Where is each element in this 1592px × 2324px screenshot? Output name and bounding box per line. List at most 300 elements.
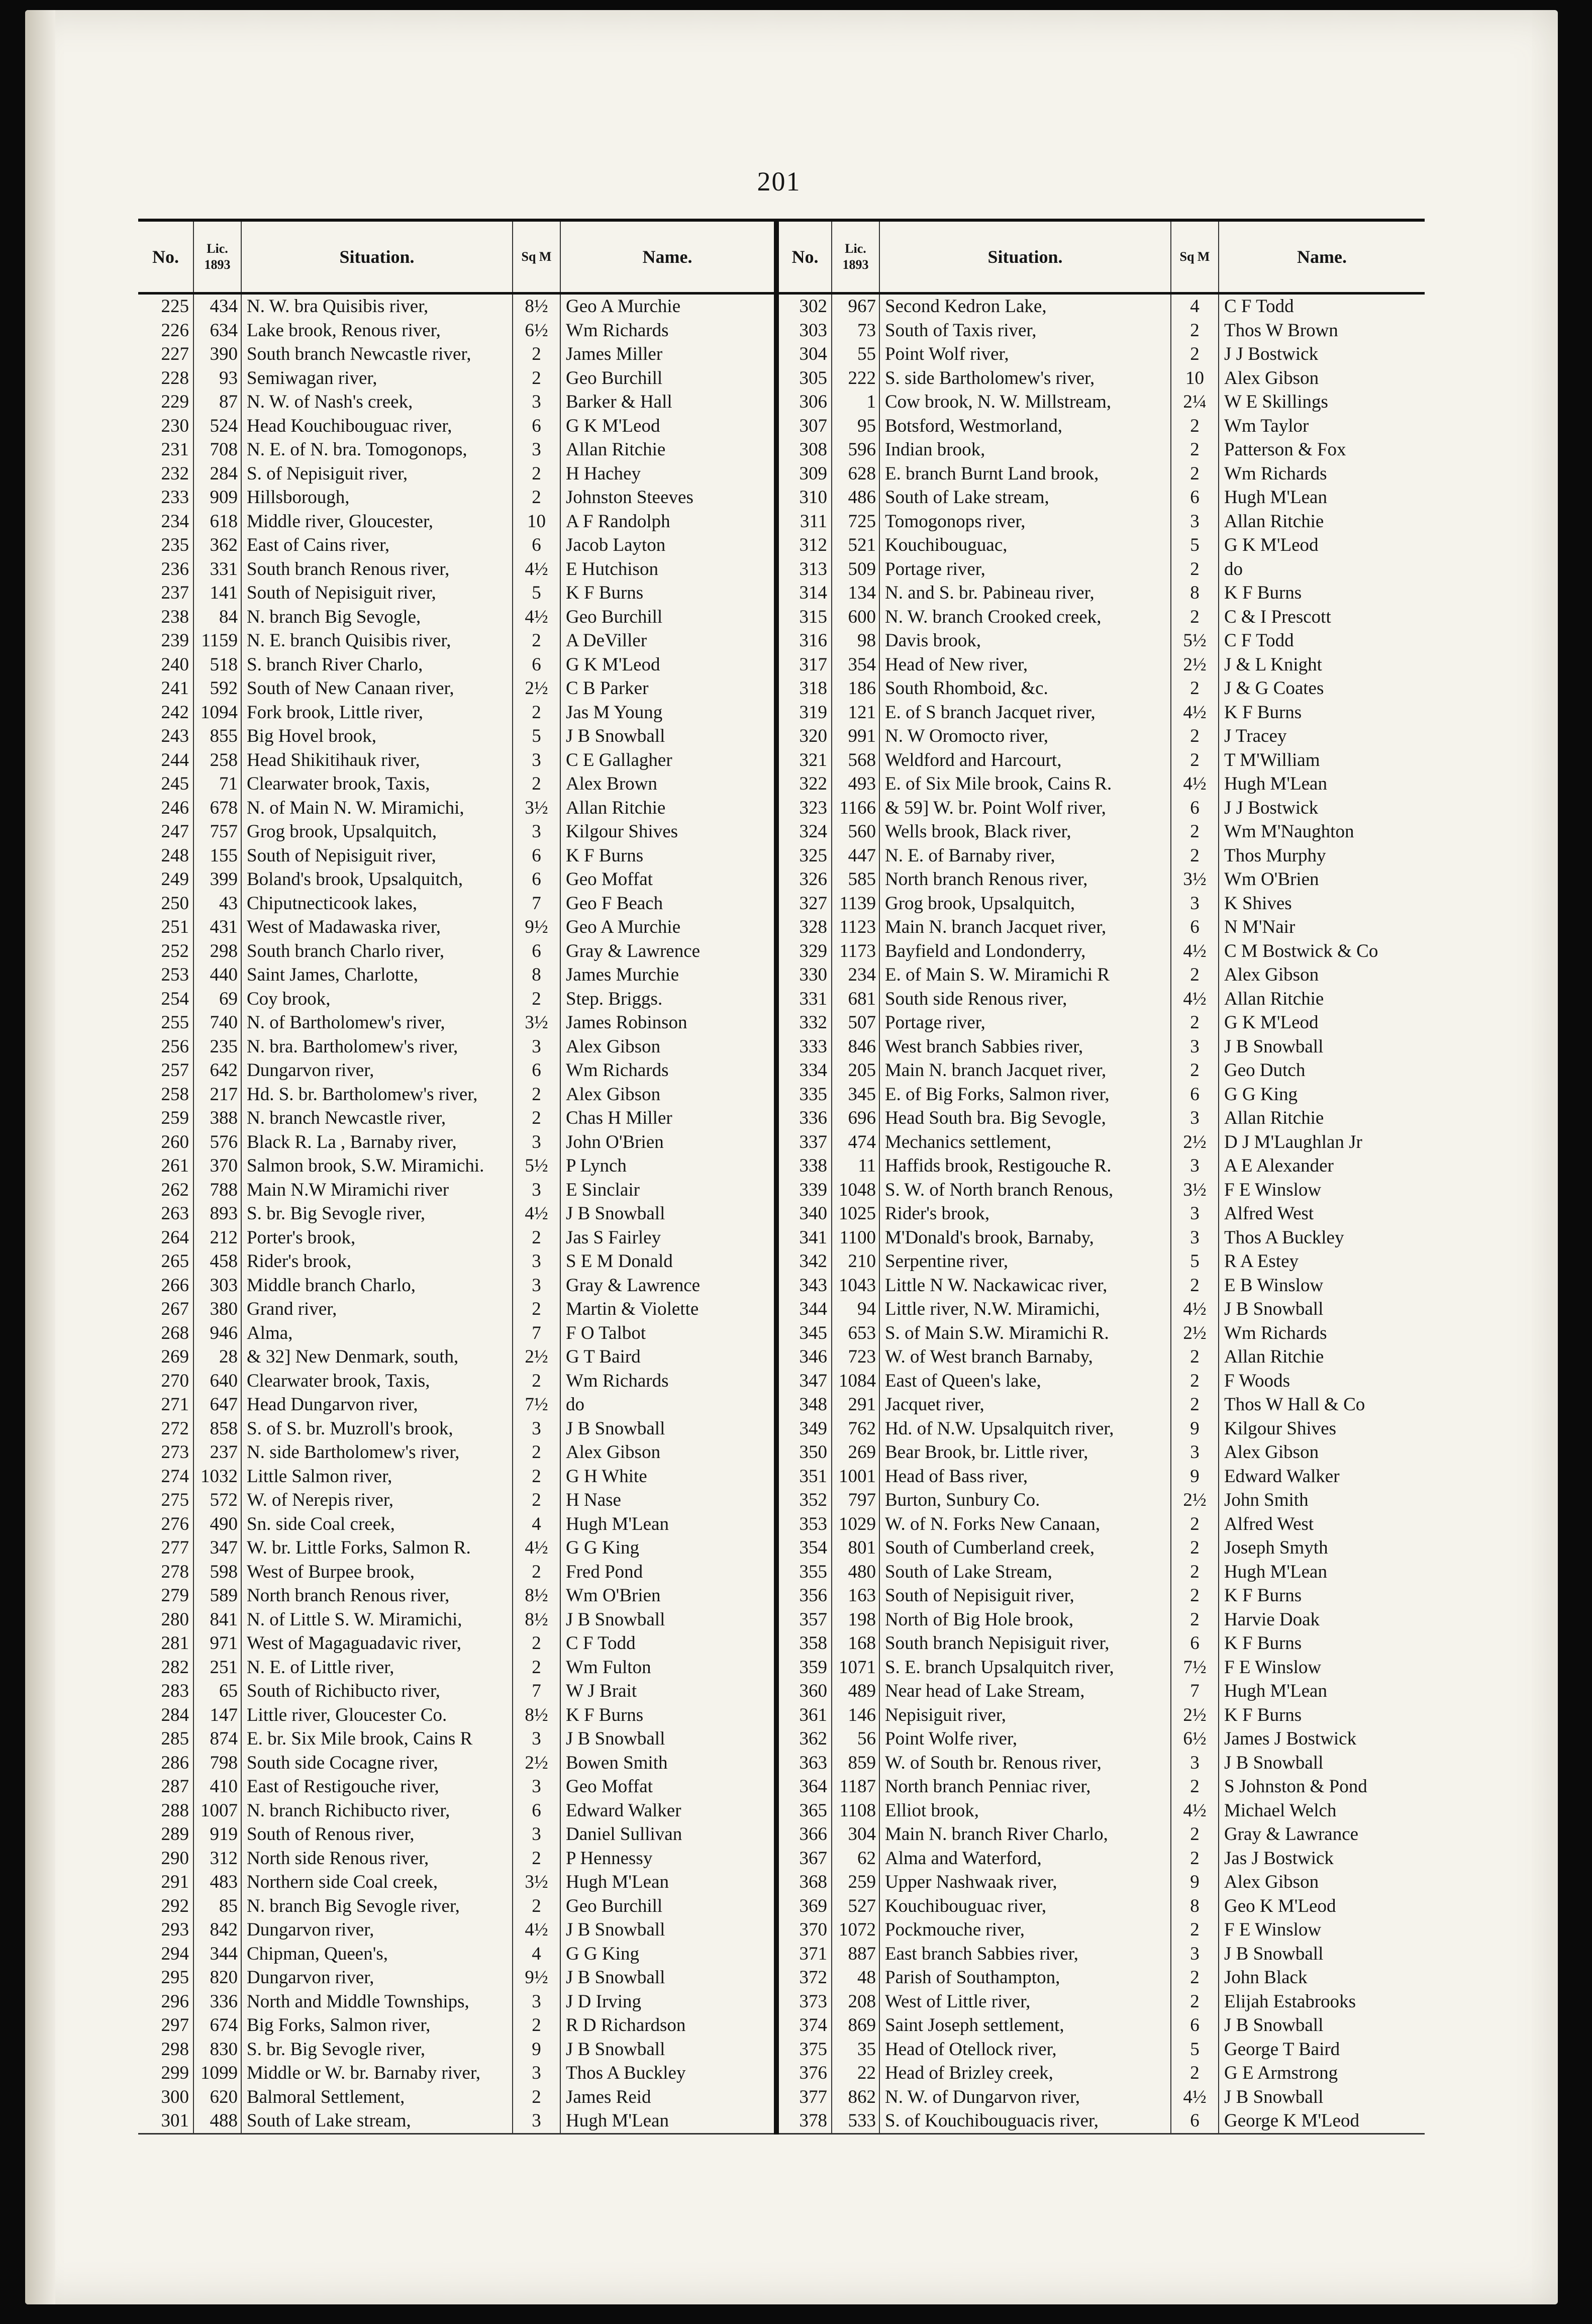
- header-situation: Situation.: [241, 220, 513, 294]
- license-number: 222: [832, 366, 879, 391]
- licensee-name: E Hutchison: [560, 557, 776, 582]
- situation: Big Forks, Salmon river,: [241, 2013, 513, 2038]
- licensee-name: G E Armstrong: [1219, 2061, 1425, 2085]
- table-row: [138, 1512, 1425, 1536]
- license-number: 618: [193, 510, 241, 534]
- licensee-name: Geo Dutch: [1219, 1058, 1425, 1083]
- square-miles: 3: [513, 1035, 560, 1059]
- table-row: [138, 701, 1425, 725]
- license-number: 434: [193, 294, 241, 319]
- situation: South branch Charlo river,: [241, 939, 513, 963]
- situation: Botsford, Westmorland,: [879, 414, 1171, 438]
- entry-number: 364: [776, 1775, 832, 1799]
- table-row: [138, 438, 1425, 462]
- license-number: 205: [832, 1058, 879, 1083]
- situation: Near head of Lake Stream,: [879, 1679, 1171, 1703]
- entry-number: 331: [776, 987, 832, 1011]
- licensee-name: Elijah Estabrooks: [1219, 1990, 1425, 2014]
- situation: Point Wolfe river,: [879, 1727, 1171, 1751]
- situation: Little N W. Nackawicac river,: [879, 1274, 1171, 1298]
- square-miles: 6: [1171, 486, 1219, 510]
- situation: South of Lake stream,: [241, 2109, 513, 2134]
- licensee-name: K F Burns: [1219, 701, 1425, 725]
- table-row: [138, 1631, 1425, 1656]
- entry-number: 285: [161, 1728, 189, 1749]
- table-row: [138, 1942, 1425, 1966]
- entry-number: 344: [776, 1297, 832, 1321]
- table-row: [138, 987, 1425, 1011]
- table-row: [138, 724, 1425, 748]
- header-no: No.: [776, 220, 832, 294]
- entry-number: 270: [161, 1370, 189, 1391]
- table-row: [138, 796, 1425, 820]
- entry-number: 354: [776, 1536, 832, 1560]
- situation: Burton, Sunbury Co.: [879, 1488, 1171, 1512]
- situation: N. W. bra Quisibis river,: [241, 294, 513, 319]
- square-miles: 5: [1171, 2038, 1219, 2062]
- situation: Haffids brook, Restigouche R.: [879, 1154, 1171, 1178]
- licensee-name: Geo K M'Leod: [1219, 1894, 1425, 1918]
- license-number: 842: [193, 1918, 241, 1942]
- situation: S. side Bartholomew's river,: [879, 366, 1171, 391]
- square-miles: 2: [513, 1894, 560, 1918]
- licensee-name: Hugh M'Lean: [1219, 772, 1425, 796]
- square-miles: 7½: [513, 1393, 560, 1417]
- license-number: 98: [832, 629, 879, 653]
- licensee-name: F E Winslow: [1219, 1656, 1425, 1680]
- license-number: 431: [193, 915, 241, 939]
- situation: Hd. of N.W. Upsalquitch river,: [879, 1417, 1171, 1441]
- license-number: 73: [832, 319, 879, 343]
- licensee-name: Allan Ritchie: [1219, 987, 1425, 1011]
- licensee-name: J B Snowball: [1219, 1035, 1425, 1059]
- entry-number: 349: [776, 1417, 832, 1441]
- situation: S. of Kouchibouguacis river,: [879, 2109, 1171, 2134]
- situation: Little river, Gloucester Co.: [241, 1703, 513, 1727]
- entry-number: 365: [776, 1799, 832, 1823]
- table-row: [138, 1488, 1425, 1512]
- license-number: 509: [832, 557, 879, 582]
- license-number: 163: [832, 1584, 879, 1608]
- license-number: 474: [832, 1130, 879, 1154]
- license-number: 507: [832, 1011, 879, 1035]
- license-number: 303: [193, 1274, 241, 1298]
- square-miles: 2: [1171, 557, 1219, 582]
- license-number: 298: [193, 939, 241, 963]
- entry-number: 356: [776, 1584, 832, 1608]
- situation: East branch Sabbies river,: [879, 1942, 1171, 1966]
- square-miles: 2: [513, 1631, 560, 1656]
- square-miles: 2: [513, 342, 560, 366]
- license-number: 788: [193, 1178, 241, 1202]
- licensee-name: J B Snowball: [560, 724, 776, 748]
- entry-number: 256: [161, 1036, 189, 1057]
- license-number: 1139: [832, 892, 879, 916]
- entry-number: 352: [776, 1488, 832, 1512]
- square-miles: 3: [1171, 510, 1219, 534]
- situation: Sn. side Coal creek,: [241, 1512, 513, 1536]
- license-number: 991: [832, 724, 879, 748]
- square-miles: 2½: [1171, 653, 1219, 677]
- situation: Big Hovel brook,: [241, 724, 513, 748]
- licensee-name: Step. Briggs.: [560, 987, 776, 1011]
- license-number: 458: [193, 1249, 241, 1274]
- entry-number: 300: [161, 2086, 189, 2107]
- license-number: 168: [832, 1631, 879, 1656]
- licensee-name: Gray & Lawrence: [560, 1274, 776, 1298]
- entry-number: 282: [161, 1657, 189, 1678]
- entry-number: 308: [776, 438, 832, 462]
- situation: Parish of Southampton,: [879, 1966, 1171, 1990]
- entry-number: 324: [776, 820, 832, 844]
- situation: N. E. of Little river,: [241, 1656, 513, 1680]
- license-number: 620: [193, 2085, 241, 2109]
- entry-number: 291: [161, 1872, 189, 1892]
- licensee-name: J B Snowball: [560, 1202, 776, 1226]
- licensee-name: G G King: [560, 1536, 776, 1560]
- license-number: 1025: [832, 1202, 879, 1226]
- licensee-name: P Lynch: [560, 1154, 776, 1178]
- entry-number: 361: [776, 1703, 832, 1727]
- entry-number: 370: [776, 1918, 832, 1942]
- square-miles: 4½: [513, 1918, 560, 1942]
- licensee-name: George T Baird: [1219, 2038, 1425, 2062]
- square-miles: 9: [513, 2038, 560, 2062]
- square-miles: 5: [1171, 533, 1219, 557]
- entry-number: 290: [161, 1848, 189, 1869]
- licensee-name: J B Snowball: [560, 1966, 776, 1990]
- license-number: 1166: [832, 796, 879, 820]
- license-number: 1043: [832, 1274, 879, 1298]
- table-row: [138, 510, 1425, 534]
- square-miles: 8: [513, 963, 560, 987]
- licensee-name: Thos W Brown: [1219, 319, 1425, 343]
- entry-number: 283: [161, 1681, 189, 1701]
- license-number: 208: [832, 1990, 879, 2014]
- licensee-name: Allan Ritchie: [1219, 510, 1425, 534]
- situation: Fork brook, Little river,: [241, 701, 513, 725]
- situation: Serpentine river,: [879, 1249, 1171, 1274]
- table-row: [138, 342, 1425, 366]
- square-miles: 2: [1171, 438, 1219, 462]
- square-miles: 3: [1171, 892, 1219, 916]
- situation: North of Big Hole brook,: [879, 1608, 1171, 1632]
- situation: E. of Main S. W. Miramichi R: [879, 963, 1171, 987]
- table-header-row: [138, 220, 1425, 294]
- table-row: [138, 1656, 1425, 1680]
- licensee-name: J J Bostwick: [1219, 342, 1425, 366]
- entry-number: 255: [161, 1012, 189, 1033]
- entry-number: 336: [776, 1106, 832, 1130]
- license-number: 399: [193, 867, 241, 892]
- license-number: 874: [193, 1727, 241, 1751]
- square-miles: 7: [513, 1321, 560, 1345]
- license-number: 198: [832, 1608, 879, 1632]
- licensee-name: K F Burns: [1219, 1584, 1425, 1608]
- license-number: 312: [193, 1847, 241, 1871]
- licensee-name: P Hennessy: [560, 1847, 776, 1871]
- license-number: 147: [193, 1703, 241, 1727]
- license-number: 967: [832, 294, 879, 319]
- licensee-name: Hugh M'Lean: [560, 1870, 776, 1894]
- situation: Saint Joseph settlement,: [879, 2013, 1171, 2038]
- situation: Weldford and Harcourt,: [879, 748, 1171, 772]
- entry-number: 369: [776, 1894, 832, 1918]
- license-number: 869: [832, 2013, 879, 2038]
- entry-number: 306: [776, 390, 832, 414]
- table-row: [138, 1083, 1425, 1107]
- licensee-name: T M'William: [1219, 748, 1425, 772]
- license-number: 946: [193, 1321, 241, 1345]
- licensee-name: Edward Walker: [1219, 1465, 1425, 1489]
- entry-number: 264: [161, 1227, 189, 1248]
- square-miles: 3: [513, 1727, 560, 1751]
- license-number: 647: [193, 1393, 241, 1417]
- square-miles: 2: [513, 1656, 560, 1680]
- license-number: 141: [193, 581, 241, 605]
- license-number: 696: [832, 1106, 879, 1130]
- license-number: 572: [193, 1488, 241, 1512]
- licensee-name: F Woods: [1219, 1369, 1425, 1393]
- license-number: 489: [832, 1679, 879, 1703]
- license-number: 62: [832, 1847, 879, 1871]
- licensee-name: Thos A Buckley: [1219, 1226, 1425, 1250]
- square-miles: 2: [1171, 1369, 1219, 1393]
- license-number: 1100: [832, 1226, 879, 1250]
- situation: & 59] W. br. Point Wolf river,: [879, 796, 1171, 820]
- square-miles: 2: [1171, 1536, 1219, 1560]
- license-number: 93: [193, 366, 241, 391]
- situation: Balmoral Settlement,: [241, 2085, 513, 2109]
- license-number: 798: [193, 1751, 241, 1775]
- situation: E. of S branch Jacquet river,: [879, 701, 1171, 725]
- square-miles: 4½: [513, 1536, 560, 1560]
- table-row: [138, 605, 1425, 629]
- table-row: [138, 915, 1425, 939]
- square-miles: 2: [1171, 1393, 1219, 1417]
- license-number: 84: [193, 605, 241, 629]
- licensee-name: K F Burns: [560, 1703, 776, 1727]
- situation: North branch Renous river,: [241, 1584, 513, 1608]
- entry-number: 245: [161, 773, 189, 794]
- entry-number: 358: [776, 1631, 832, 1656]
- licensee-name: Alex Gibson: [1219, 366, 1425, 391]
- license-number: 146: [832, 1703, 879, 1727]
- licensee-name: Kilgour Shives: [560, 820, 776, 844]
- situation: E. of Six Mile brook, Cains R.: [879, 772, 1171, 796]
- square-miles: 2: [1171, 1608, 1219, 1632]
- entry-number: 251: [161, 917, 189, 937]
- situation: Dungarvon river,: [241, 1966, 513, 1990]
- licensee-name: N M'Nair: [1219, 915, 1425, 939]
- license-number: 887: [832, 1942, 879, 1966]
- table-row: [138, 1751, 1425, 1775]
- licensee-name: Harvie Doak: [1219, 1608, 1425, 1632]
- square-miles: 2: [1171, 1990, 1219, 2014]
- licensee-name: Jacob Layton: [560, 533, 776, 557]
- table-row: [138, 1035, 1425, 1059]
- situation: South branch Nepisiguit river,: [879, 1631, 1171, 1656]
- table-row: [138, 1990, 1425, 2014]
- situation: W. of South br. Renous river,: [879, 1751, 1171, 1775]
- entry-number: 292: [161, 1895, 189, 1916]
- situation: South side Cocagne river,: [241, 1751, 513, 1775]
- license-number: 560: [832, 820, 879, 844]
- license-number: 1108: [832, 1799, 879, 1823]
- licensee-name: Alex Gibson: [1219, 1440, 1425, 1465]
- licensee-name: J & L Knight: [1219, 653, 1425, 677]
- entry-number: 234: [161, 511, 189, 532]
- table-row: [138, 820, 1425, 844]
- license-number: 480: [832, 1560, 879, 1584]
- square-miles: 8: [1171, 1894, 1219, 1918]
- square-miles: 9½: [513, 915, 560, 939]
- licensee-name: W E Skillings: [1219, 390, 1425, 414]
- license-number: 1007: [193, 1799, 241, 1823]
- square-miles: 4½: [1171, 2085, 1219, 2109]
- entry-number: 322: [776, 772, 832, 796]
- license-number: 855: [193, 724, 241, 748]
- license-number: 801: [832, 1536, 879, 1560]
- situation: Portage river,: [879, 1011, 1171, 1035]
- entry-number: 236: [161, 558, 189, 579]
- square-miles: 5: [1171, 1249, 1219, 1274]
- entry-number: 275: [161, 1490, 189, 1510]
- square-miles: 2: [1171, 724, 1219, 748]
- entry-number: 231: [161, 439, 189, 460]
- license-number: 134: [832, 581, 879, 605]
- license-number: 740: [193, 1011, 241, 1035]
- license-number: 576: [193, 1130, 241, 1154]
- situation: Grog brook, Upsalquitch,: [879, 892, 1171, 916]
- situation: S. of Nepisiguit river,: [241, 462, 513, 486]
- table-row: [138, 1154, 1425, 1178]
- licensee-name: James Robinson: [560, 1011, 776, 1035]
- header-license: Lic. 1893: [193, 220, 241, 294]
- situation: Elliot brook,: [879, 1799, 1171, 1823]
- license-number: 354: [832, 653, 879, 677]
- table-row: [138, 486, 1425, 510]
- table-row: [138, 1274, 1425, 1298]
- entry-number: 333: [776, 1035, 832, 1059]
- situation: South of Lake Stream,: [879, 1560, 1171, 1584]
- situation: Rider's brook,: [241, 1249, 513, 1274]
- licensee-name: C E Gallagher: [560, 748, 776, 772]
- square-miles: 2: [1171, 605, 1219, 629]
- license-number: 1123: [832, 915, 879, 939]
- entry-number: 374: [776, 2013, 832, 2038]
- table-row: [138, 319, 1425, 343]
- licensee-name: James J Bostwick: [1219, 1727, 1425, 1751]
- licensee-name: Johnston Steeves: [560, 486, 776, 510]
- page-binding-edge: [25, 10, 55, 2304]
- square-miles: 3: [513, 390, 560, 414]
- licensee-name: Thos A Buckley: [560, 2061, 776, 2085]
- license-number: 1: [832, 390, 879, 414]
- licensee-name: K F Burns: [1219, 581, 1425, 605]
- license-number: 95: [832, 414, 879, 438]
- square-miles: 2: [513, 772, 560, 796]
- square-miles: 5½: [513, 1154, 560, 1178]
- license-number: 1099: [193, 2061, 241, 2085]
- situation: N. W. of Dungarvon river,: [879, 2085, 1171, 2109]
- situation: West of Madawaska river,: [241, 915, 513, 939]
- entry-number: 335: [776, 1083, 832, 1107]
- situation: North side Renous river,: [241, 1847, 513, 1871]
- table-row: [138, 557, 1425, 582]
- entry-number: 368: [776, 1870, 832, 1894]
- situation: Northern side Coal creek,: [241, 1870, 513, 1894]
- license-number: 336: [193, 1990, 241, 2014]
- licensee-name: J B Snowball: [1219, 1942, 1425, 1966]
- license-number: 1001: [832, 1465, 879, 1489]
- square-miles: 6: [513, 533, 560, 557]
- square-miles: 2½: [1171, 1703, 1219, 1727]
- table-row: [138, 2085, 1425, 2109]
- license-number: 380: [193, 1297, 241, 1321]
- square-miles: 4: [513, 1942, 560, 1966]
- square-miles: 6: [513, 1058, 560, 1083]
- situation: Head Shikitihauk river,: [241, 748, 513, 772]
- situation: Coy brook,: [241, 987, 513, 1011]
- table-body: [138, 294, 1425, 2134]
- table-row: [138, 533, 1425, 557]
- licensee-name: J B Snowball: [1219, 1751, 1425, 1775]
- licensee-name: Barker & Hall: [560, 390, 776, 414]
- licensee-name: James Reid: [560, 2085, 776, 2109]
- license-number: 846: [832, 1035, 879, 1059]
- license-number: 251: [193, 1656, 241, 1680]
- situation: Head Kouchibouguac river,: [241, 414, 513, 438]
- situation: Tomogonops river,: [879, 510, 1171, 534]
- license-number: 210: [832, 1249, 879, 1274]
- table-row: [138, 1679, 1425, 1703]
- situation: N. W Oromocto river,: [879, 724, 1171, 748]
- entry-number: 351: [776, 1465, 832, 1489]
- table-row: [138, 1058, 1425, 1083]
- situation: South branch Renous river,: [241, 557, 513, 582]
- square-miles: 3½: [513, 1870, 560, 1894]
- licensee-name: G G King: [560, 1942, 776, 1966]
- square-miles: 2: [1171, 748, 1219, 772]
- license-number: 388: [193, 1106, 241, 1130]
- license-number: 723: [832, 1345, 879, 1369]
- license-number: 1159: [193, 629, 241, 653]
- table-row: [138, 2109, 1425, 2134]
- license-number: 71: [193, 772, 241, 796]
- situation: Main N. branch Jacquet river,: [879, 1058, 1171, 1083]
- square-miles: 6: [1171, 2013, 1219, 2038]
- situation: Wells brook, Black river,: [879, 820, 1171, 844]
- licensee-name: Martin & Violette: [560, 1297, 776, 1321]
- situation: Porter's brook,: [241, 1226, 513, 1250]
- square-miles: 3: [513, 2109, 560, 2134]
- situation: M'Donald's brook, Barnaby,: [879, 1226, 1171, 1250]
- square-miles: 2½: [1171, 1488, 1219, 1512]
- entry-number: 273: [161, 1442, 189, 1463]
- entry-number: 340: [776, 1202, 832, 1226]
- licensee-name: S Johnston & Pond: [1219, 1775, 1425, 1799]
- situation: Chiputnecticook lakes,: [241, 892, 513, 916]
- license-number: 893: [193, 1202, 241, 1226]
- licensee-name: Jas M Young: [560, 701, 776, 725]
- situation: S. W. of North branch Renous,: [879, 1178, 1171, 1202]
- situation: North and Middle Townships,: [241, 1990, 513, 2014]
- licensee-name: Chas H Miller: [560, 1106, 776, 1130]
- entry-number: 295: [161, 1967, 189, 1988]
- square-miles: 5: [513, 581, 560, 605]
- square-miles: 2: [1171, 319, 1219, 343]
